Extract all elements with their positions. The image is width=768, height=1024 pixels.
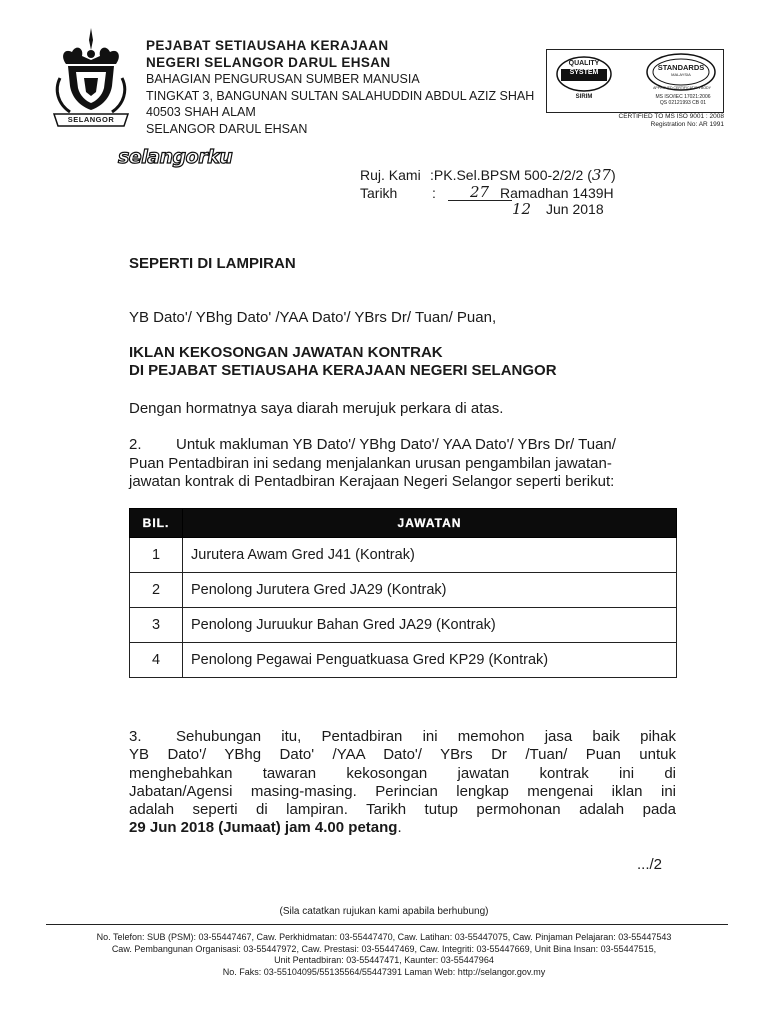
paragraph-2-line1: Untuk makluman YB Dato'/ YBhg Dato'/ YAA Dato'/ YBrs Dr/ Tuan/ [176, 436, 616, 453]
certification-notes [546, 113, 724, 129]
ruj-kami-value [430, 166, 616, 184]
ruj-kami-label: Ruj. Kami [360, 167, 421, 183]
subject-title-line1: IKLAN KEKOSONGAN JAWATAN KONTRAK [129, 344, 443, 361]
paragraph-3-number: 3. [129, 728, 142, 745]
cert-note2: Registration No: AR 1991 [650, 121, 724, 128]
paragraph-2-number: 2. [129, 436, 142, 453]
tarikh-colon: : [432, 185, 436, 201]
letterhead-line3: BAHAGIAN PENGURUSAN SUMBER MANUSIA [146, 72, 420, 86]
seperti-di-lampiran: SEPERTI DI LAMPIRAN [129, 255, 296, 272]
footer-line3: Unit Pentadbiran: 03-55447471, Kaunter: 03-55447964 [274, 955, 494, 965]
table-header-row [130, 509, 677, 538]
salutation: YB Dato'/ YBhg Dato' /YAA Dato'/ YBrs Dr/ Tuan/ Puan, [129, 309, 497, 326]
badge1-top: QUALITY [568, 60, 600, 67]
letterhead-line5: 40503 SHAH ALAM [146, 105, 256, 119]
row-bil: 2 [130, 573, 183, 608]
ruj-handwritten-number: 37 [591, 166, 611, 184]
page-continuation: .../2 [637, 856, 663, 873]
tarikh-label: Tarikh [360, 185, 398, 201]
footer-line4: No. Faks: 03-55104095/55135564/55447391 Laman Web: http://selangor.gov.my [222, 966, 546, 977]
row-jawatan: Jurutera Awam Gred J41 (Kontrak) [183, 538, 677, 573]
tarikh-gregorian: Jun 2018 [546, 201, 604, 217]
letterhead-address [146, 38, 534, 137]
letterhead-line1: PEJABAT SETIAUSAHA KERAJAAN [146, 38, 389, 53]
table-row [130, 538, 677, 573]
positions-table [129, 508, 677, 678]
paragraph-2-line3: jawatan kontrak di Pentadbiran Kerajaan Negeri Selangor seperti berikut: [129, 473, 615, 490]
row-jawatan: Penolong Pegawai Penguatkuasa Gred KP29 (Kontrak) [183, 643, 677, 678]
paragraph-3-line1: Sehubungan itu, Pentadbiran ini memohon jasa baik pihak [176, 728, 676, 745]
letterhead-line6: SELANGOR DARUL EHSAN [146, 121, 308, 136]
badge2-sub: MALAYSIA [671, 72, 691, 77]
selangorku-logo: selangorku [118, 146, 233, 168]
row-bil: 3 [130, 608, 183, 643]
crest-banner-text: SELANGOR [67, 115, 115, 124]
closing-date-period: . [397, 819, 402, 836]
table-row [130, 573, 677, 608]
footer-divider [46, 924, 728, 925]
selangor-crest-logo [46, 26, 136, 138]
paragraph-3-line2: YB Dato'/ YBhg Dato' /YAA Dato'/ YBrs Dr /Tuan/ Puan untuk [129, 746, 676, 763]
badge1-label: SIRIM [575, 94, 593, 100]
ruj-close-paren: ) [610, 167, 616, 183]
badge1-bottom: SYSTEM [569, 69, 599, 76]
tarikh-hijri-day-handwritten: 27 [470, 183, 490, 201]
closing-date: 29 Jun 2018 (Jumaat) jam 4.00 petang [129, 819, 398, 836]
certification-box [546, 49, 724, 113]
badge2-code2: QS 02121993 CB 01 [659, 100, 707, 106]
footer-contacts [0, 932, 768, 978]
tarikh-greg-day-handwritten: 12 [512, 200, 532, 218]
paragraph-3-line5: adalah seperti di lampiran. Tarikh tutup permohonan adalah pada [129, 801, 676, 818]
paragraph-1: Dengan hormatnya saya diarah merujuk perkara di atas. [129, 400, 504, 417]
paragraph-3-line4: Jabatan/Agensi masing-masing. Perincian lengkap mengenai iklan ini [129, 783, 676, 800]
paragraph-3-line6 [129, 819, 402, 838]
row-bil: 4 [130, 643, 183, 678]
footer-line1: No. Telefon: SUB (PSM): 03-55447467, Caw. Perkhidmatan: 03-55447470, Caw. Latihan: 03-55447075, Caw. Pinjaman Pelajaran: 03-55447543 [96, 932, 672, 942]
badge2-code1: MS ISO/IEC 17021:2006 [655, 94, 711, 100]
row-jawatan: Penolong Juruukur Bahan Gred JA29 (Kontrak) [183, 608, 677, 643]
paragraph-3-line3: menghebahkan tawaran kekosongan jawatan kontrak ini di [129, 765, 676, 782]
tarikh-hijri: Ramadhan 1439H [500, 185, 614, 201]
cert-note1: CERTIFIED TO MS ISO 9001 : 2008 [618, 113, 724, 120]
badge2-text: STANDARDS [657, 63, 705, 72]
table-row [130, 608, 677, 643]
badge2-ring: APPROVED CERTIFICATION BODY [653, 86, 711, 90]
ruj-kami-number: :PK.Sel.BPSM 500-2/2/2 ( [430, 167, 592, 183]
row-bil: 1 [130, 538, 183, 573]
footer-line2: Caw. Pembangunan Organisasi: 03-55447972, Caw. Prestasi: 03-55447469, Caw. Integriti: 03-55447669, Unit Bina Insan: 03-55447515, [111, 943, 657, 954]
letterhead-line2: NEGERI SELANGOR DARUL EHSAN [146, 54, 391, 70]
header-jawatan: JAWATAN [183, 509, 677, 538]
header-bil: BIL. [130, 509, 183, 538]
table-row [130, 643, 677, 678]
subject-title-line2: DI PEJABAT SETIAUSAHA KERAJAAN NEGERI SELANGOR [129, 362, 557, 379]
row-jawatan: Penolong Jurutera Gred JA29 (Kontrak) [183, 573, 677, 608]
letterhead-line4: TINGKAT 3, BANGUNAN SULTAN SALAHUDDIN ABDUL AZIZ SHAH [146, 88, 535, 103]
paragraph-2-line2: Puan Pentadbiran ini sedang menjalankan urusan pengambilan jawatan- [129, 455, 612, 472]
footer-note: (Sila catatkan rujukan kami apabila berhubung) [279, 906, 489, 917]
